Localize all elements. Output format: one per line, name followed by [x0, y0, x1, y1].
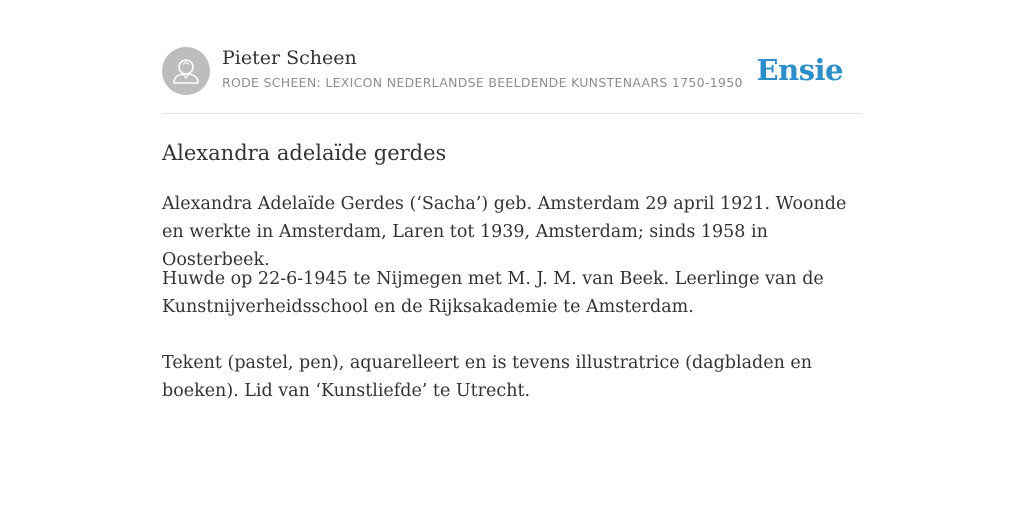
entry-header: [162, 0, 862, 114]
source-title[interactable]: RODE SCHEEN: LEXICON NEDERLANDSE BEELDENDE KUNSTENAARS 1750-1950: [222, 75, 743, 90]
entry-title: Alexandra adelaïde gerdes: [162, 141, 447, 165]
entry-paragraph-3: Tekent (pastel, pen), aquarelleert en is tevens illustratrice (dagbladen en boeken). Lid van ‘Kunstliefde’ te Utrecht.: [162, 353, 813, 401]
entry-card: [162, 0, 862, 401]
user-silhouette-icon[interactable]: [162, 47, 210, 95]
ensie-logo[interactable]: Ensie: [756, 53, 843, 87]
entry-paragraph-2: Huwde op 22-6-1945 te Nijmegen met M. J. M. van Beek. Leerlinge van de Kunstnijverheidsschool en de Rijksakademie te Amsterdam.: [162, 269, 824, 317]
entry-paragraph-1: Alexandra Adelaïde Gerdes (‘Sacha’) geb. Amsterdam 29 april 1921. Woonde en werkte in Amsterdam, Laren tot 1939, Amsterdam; sinds 1958 in Oosterbeek.: [162, 194, 847, 270]
author-name[interactable]: Pieter Scheen: [222, 47, 357, 69]
